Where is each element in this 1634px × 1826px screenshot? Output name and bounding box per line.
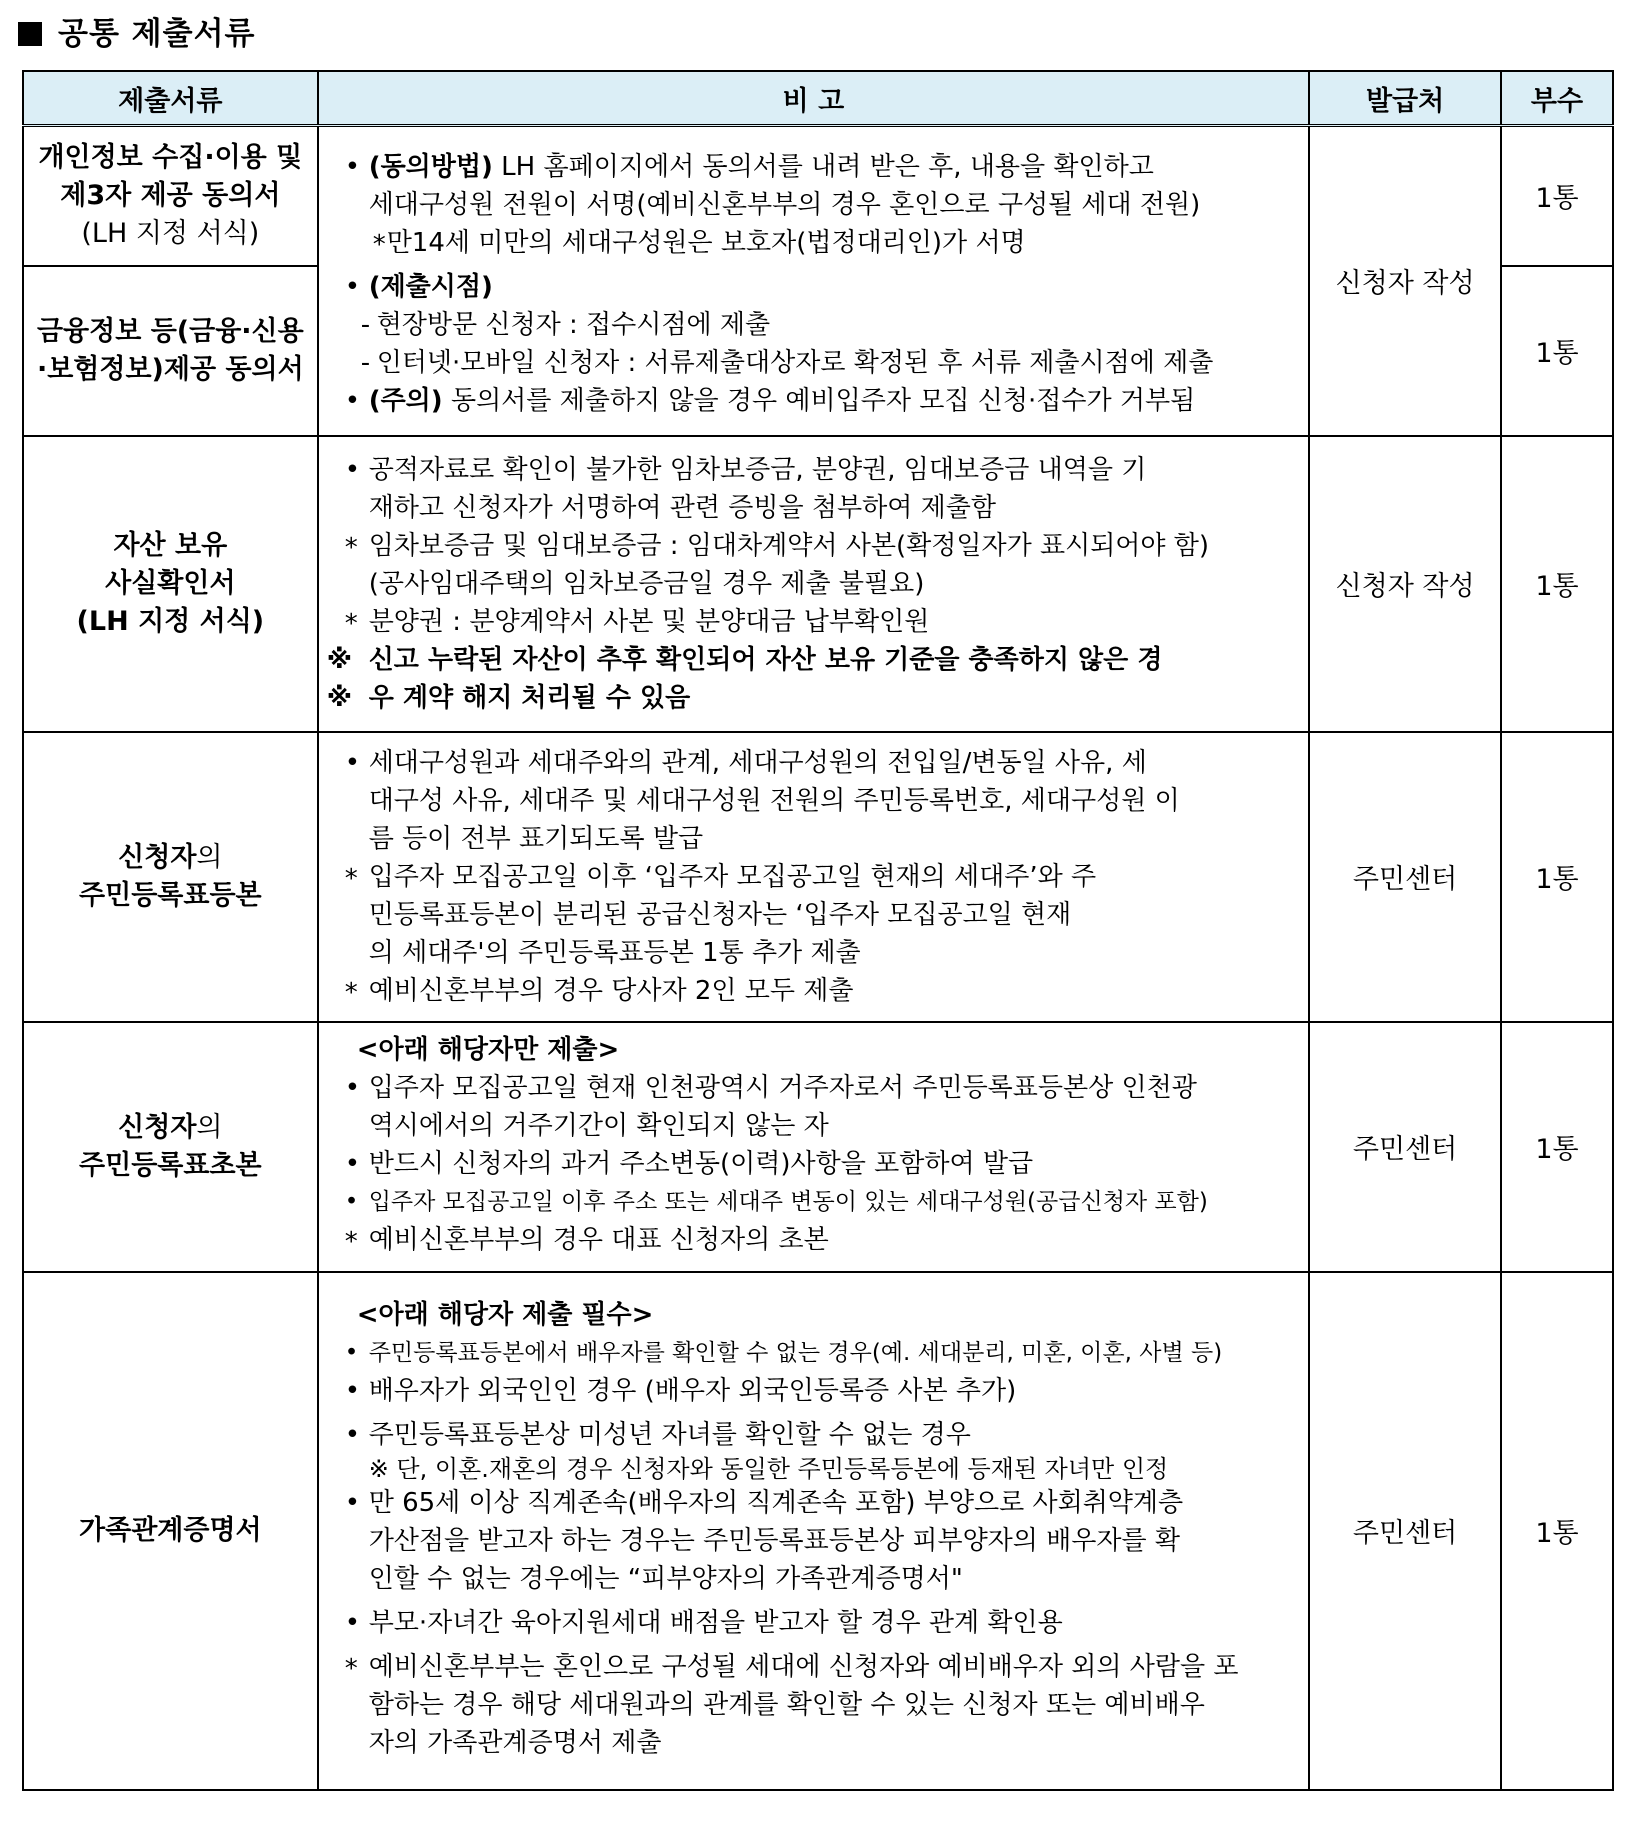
list-item: - 인터넷·모바일 신청자 : 서류제출대상자로 확정된 후 서류 제출시점에 제출 [327, 344, 1304, 382]
doc-name-finance: 금융정보 등(금융·신용 ·보험정보)제공 동의서 [23, 266, 318, 436]
list-item: • 공적자료로 확인이 불가한 임차보증금, 분양권, 임대보증금 내역을 기 [327, 451, 1304, 489]
list-item: * 예비신혼부부의 경우 당사자 2인 모두 제출 [327, 972, 1304, 1010]
list-item: • 만 65세 이상 직계존속(배우자의 직계존속 포함) 부양으로 사회취약계층 [327, 1484, 1304, 1522]
square-bullet-icon [18, 22, 42, 46]
warning-note: ※ 신고 누락된 자산이 추후 확인되어 자산 보유 기준을 충족하지 않은 경 [327, 641, 1304, 679]
copies-family: 1통 [1501, 1272, 1613, 1790]
list-item: 름 등이 전부 표기되도록 발급 [368, 823, 704, 854]
doc-name-resident-full: 신청자의 주민등록표등본 [23, 732, 318, 1022]
table-row-asset [23, 436, 1613, 732]
list-item: * 입주자 모집공고일 이후 ‘입주자 모집공고일 현재의 세대주’와 주 [327, 858, 1304, 896]
list-item: (공사임대주택의 임차보증금일 경우 제출 불필요) [368, 568, 925, 599]
list-item: 함하는 경우 해당 세대원과의 관계를 확인할 수 있는 신청자 또는 예비배우 [368, 1689, 1205, 1720]
remarks-resident-full [318, 732, 1309, 1022]
list-item: - 현장방문 신청자 : 접수시점에 제출 [327, 306, 1304, 344]
submission-documents-table [22, 70, 1614, 1791]
list-item: • 입주자 모집공고일 이후 주소 또는 세대주 변동이 있는 세대구성원(공급신청자 포함) [327, 1183, 1304, 1221]
list-item: 자의 가족관계증명서 제출 [368, 1727, 662, 1758]
list-item: 재하고 신청자가 서명하여 관련 증빙을 첨부하여 제출함 [368, 492, 996, 523]
table-row-family [23, 1272, 1613, 1790]
header-remarks: 비 고 [318, 71, 1309, 126]
list-item: 세대구성원 전원이 서명(예비신혼부부의 경우 혼인으로 구성될 세대 전원) [368, 189, 1201, 220]
list-item: • 배우자가 외국인인 경우 (배우자 외국인등록증 사본 추가) [327, 1372, 1304, 1410]
list-item: * 만14세 미만의 세대구성원은 보호자(법정대리인)가 서명 [372, 227, 1026, 260]
list-item: * 예비신혼부부의 경우 대표 신청자의 초본 [327, 1221, 1304, 1259]
list-item: • 주민등록표등본상 미성년 자녀를 확인할 수 없는 경우 [327, 1416, 1304, 1454]
remarks-resident-abstract [318, 1022, 1309, 1272]
issuer-resident-abstract: 주민센터 [1309, 1022, 1501, 1272]
copies-asset: 1통 [1501, 436, 1613, 732]
copies-privacy: 1통 [1501, 126, 1613, 266]
copies-resident-abstract: 1통 [1501, 1022, 1613, 1272]
warning-note-cont: ※ 우 계약 해지 처리될 수 있음 [327, 679, 1304, 717]
section-note: <아래 해당자만 제출> [356, 1034, 620, 1065]
header-issuer: 발급처 [1309, 71, 1501, 126]
list-item: 역시에서의 거주기간이 확인되지 않는 자 [368, 1110, 829, 1141]
copies-finance: 1통 [1501, 266, 1613, 436]
list-item: • (주의) 동의서를 제출하지 않을 경우 예비입주자 모집 신청·접수가 거부됨 [327, 382, 1304, 420]
list-item: • (제출시점) [327, 268, 1304, 306]
list-item: 대구성 사유, 세대주 및 세대구성원 전원의 주민등록번호, 세대구성원 이 [368, 785, 1180, 816]
section-note: <아래 해당자 제출 필수> [356, 1299, 654, 1330]
list-item: • 부모·자녀간 육아지원세대 배점을 받고자 할 경우 관계 확인용 [327, 1604, 1304, 1642]
doc-name-resident-abstract: 신청자의 주민등록표초본 [23, 1022, 318, 1272]
issuer-consent: 신청자 작성 [1309, 126, 1501, 436]
header-document: 제출서류 [23, 71, 318, 126]
list-item: • 반드시 신청자의 과거 주소변동(이력)사항을 포함하여 발급 [327, 1145, 1304, 1183]
copies-resident-full: 1통 [1501, 732, 1613, 1022]
list-item: • 입주자 모집공고일 현재 인천광역시 거주자로서 주민등록표등본상 인천광 [327, 1069, 1304, 1107]
list-item: 가산점을 받고자 하는 경우는 주민등록표등본상 피부양자의 배우자를 확 [368, 1525, 1181, 1556]
list-item: ※ 단, 이혼.재혼의 경우 신청자와 동일한 주민등록등본에 등재된 자녀만 인정 [368, 1454, 1169, 1483]
remarks-family [318, 1272, 1309, 1790]
list-item: * 예비신혼부부는 혼인으로 구성될 세대에 신청자와 예비배우자 외의 사람을 포 [327, 1648, 1304, 1686]
list-item: * 분양권 : 분양계약서 사본 및 분양대금 납부확인원 [327, 603, 1304, 641]
issuer-asset: 신청자 작성 [1309, 436, 1501, 732]
issuer-resident-full: 주민센터 [1309, 732, 1501, 1022]
section-title: 공통 제출서류 [18, 8, 255, 53]
header-copies: 부수 [1501, 71, 1613, 126]
table-row-resident-full [23, 732, 1613, 1022]
table-row-privacy [23, 126, 1613, 266]
list-item: • 세대구성원과 세대주와의 관계, 세대구성원의 전입일/변동일 사유, 세 [327, 744, 1304, 782]
list-item: • 주민등록표등본에서 배우자를 확인할 수 없는 경우(예. 세대분리, 미혼, 이혼, 사별 등) [327, 1334, 1304, 1372]
list-item: • (동의방법) LH 홈페이지에서 동의서를 내려 받은 후, 내용을 확인하고 [327, 148, 1304, 186]
doc-name-asset: 자산 보유 사실확인서 (LH 지정 서식) [23, 436, 318, 732]
list-item: * 임차보증금 및 임대보증금 : 임대차계약서 사본(확정일자가 표시되어야 함) [327, 527, 1304, 565]
issuer-family: 주민센터 [1309, 1272, 1501, 1790]
doc-name-family: 가족관계증명서 [23, 1272, 318, 1790]
table-row-resident-abstract [23, 1022, 1613, 1272]
table-header-row [23, 71, 1613, 126]
remarks-consent [318, 126, 1309, 436]
remarks-asset [318, 436, 1309, 732]
doc-name-privacy: 개인정보 수집·이용 및 제3자 제공 동의서 (LH 지정 서식) [23, 126, 318, 266]
list-item: 민등록표등본이 분리된 공급신청자는 ‘입주자 모집공고일 현재 [368, 899, 1072, 930]
list-item: 의 세대주'의 주민등록표등본 1통 추가 제출 [368, 937, 861, 968]
list-item: 인할 수 없는 경우에는 “피부양자의 가족관계증명서" [368, 1563, 963, 1594]
